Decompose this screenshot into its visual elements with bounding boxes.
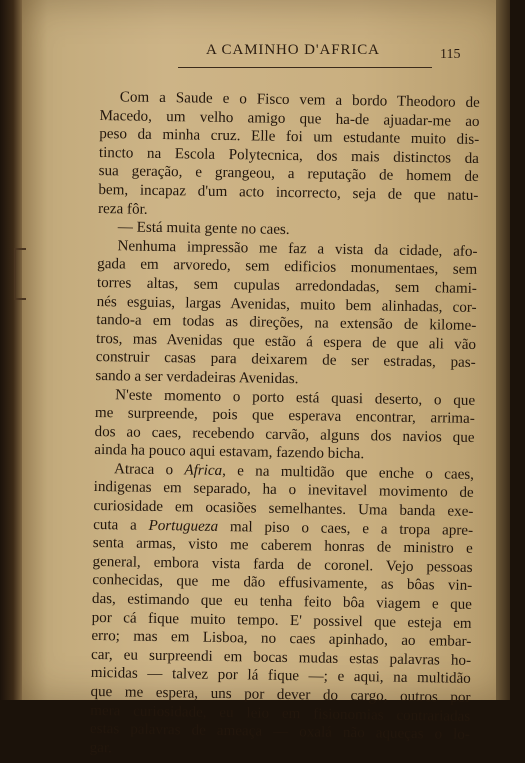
book-page bbox=[18, 0, 510, 757]
text-line: conhecidas, que me dão effusivamente, as bôas vin- bbox=[92, 572, 473, 595]
text-line: construir casas para deixarem de ser estradas, pas- bbox=[95, 349, 476, 372]
text-line: das, estimando que eu tenha feito bôa viagem e que bbox=[91, 590, 473, 613]
text-line: reza fôr. bbox=[97, 200, 148, 218]
text-line: micidas — talvez por lá fique —; e aqui, na multidão bbox=[90, 665, 471, 688]
text-line: indigenas em separado, ha o inevitavel movimento de bbox=[93, 479, 474, 502]
text-line: que me espera, uns por dever do cargo, outros por bbox=[90, 683, 471, 706]
text-line: cuta a Portugueza mal piso o caes, e a tropa apre- bbox=[93, 516, 474, 539]
text-line: erro; mas em Lisboa, no caes apinhado, ao embar- bbox=[91, 628, 472, 651]
header-rule bbox=[178, 67, 432, 68]
running-head: A CAMINHO D'AFRICA bbox=[206, 42, 380, 58]
text-line: peso da minha cruz. Elle foi um estudante muito dis- bbox=[99, 126, 480, 149]
text-line: tando-a em todas as direções, na extensão de kilome- bbox=[96, 312, 477, 335]
text-line: senta armas, visto me caberem honras de ministro e bbox=[92, 535, 473, 558]
text-line: gada em arvoredo, sem edificios monumentaes, sem bbox=[97, 256, 478, 279]
text-line: nés esguias, largas Avenidas, muito bem alinhadas, cor- bbox=[96, 293, 477, 316]
text-line: gar. bbox=[89, 739, 112, 757]
book-binding bbox=[0, 0, 22, 700]
text-line: Nenhuma impressão me faz a vista da cidade, afo- bbox=[117, 238, 478, 260]
text-line: curiosidade em ocasiões semelhantes. Uma banda exe- bbox=[93, 498, 474, 520]
text-line: ainda ha pouco aqui estavam, fazendo bicha. bbox=[94, 442, 365, 463]
text-line: Atraca o Africa, e na multidão que enche o caes, bbox=[113, 461, 475, 483]
text-line: tincto na Escola Polytecnica, dos mais distinctos da bbox=[98, 144, 480, 167]
text-line: por cá fique muito tempo. E' possivel que esteja em bbox=[91, 609, 472, 632]
text-line: bem, incapaz d'um acto incorrecto, seja de que natu- bbox=[98, 181, 479, 204]
text-line: sando a ser verdadeiras Avenidas. bbox=[95, 367, 299, 388]
text-line: — Está muita gente no caes. bbox=[117, 219, 290, 239]
text-line: car, eu surpreendi em bocas mudas estas palavras ho- bbox=[90, 646, 472, 669]
binding-stitch bbox=[14, 248, 26, 300]
text-line: dos ao caes, recebendo carvão, alguns dos navios que bbox=[94, 423, 475, 446]
page-number: 115 bbox=[440, 47, 461, 62]
body-text bbox=[89, 88, 479, 763]
text-line: torres altas, sem cupulas arredondadas, sem chami- bbox=[96, 274, 478, 297]
text-line: N'este momento o porto está quasi deserto, o que bbox=[115, 386, 476, 409]
text-line: estas palavras de ameaça — oxalá não aqueças o lo- bbox=[89, 721, 471, 744]
text-line: Com a Saude e o Fisco vem a bordo Theodoro de bbox=[119, 89, 480, 111]
text-line: me surpreende, pois que esperava encontrar, arrima- bbox=[94, 405, 475, 428]
page-edge bbox=[496, 0, 510, 700]
page-header bbox=[178, 42, 478, 66]
text-line: general, embora vista farda de coronel. Vejo pessoas bbox=[92, 553, 473, 576]
text-line: Macedo, um velho amigo que ha-de ajuadar-me ao bbox=[99, 107, 480, 130]
text-line: mera curiosidade, eu leio em fisionomias contrariadas bbox=[90, 702, 471, 725]
text-line: sua geração, e grangeou, a reputação de homem de bbox=[98, 163, 479, 186]
text-line: tros, mas Avenidas que estão á espera de que ali vão bbox=[95, 330, 477, 353]
